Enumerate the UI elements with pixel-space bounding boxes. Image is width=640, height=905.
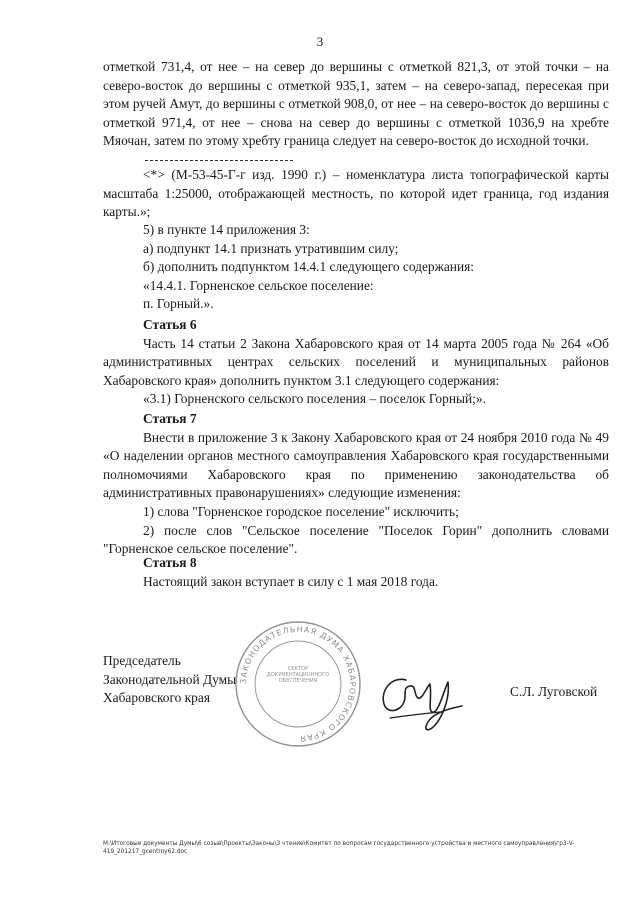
signatory-title-line: Законодательной Думы bbox=[103, 671, 237, 687]
footnote-separator bbox=[145, 160, 293, 161]
article-7 bbox=[103, 410, 609, 559]
article-quote: «3.1) Горненского сельского поселения – поселок Горный;». bbox=[143, 391, 486, 407]
list-item: «14.4.1. Горненское сельское поселение: bbox=[143, 277, 374, 293]
footnote-text: <*> (М-53-45-Г-г изд. 1990 г.) – номенклатура листа топографической карты масштаба 1:25000, отображающей местность, по которой идет граница, год издания карты.»; bbox=[103, 167, 609, 220]
article-6 bbox=[103, 316, 609, 409]
article-item: 1) слова "Горненское городское поселение" исключить; bbox=[143, 503, 459, 519]
list-item: п. Горный.». bbox=[143, 296, 214, 312]
article-heading: Статья 8 bbox=[143, 555, 197, 570]
list-item: а) подпункт 14.1 признать утратившим силу; bbox=[143, 240, 399, 256]
article-heading: Статья 6 bbox=[143, 317, 197, 332]
top-paragraph: отметкой 731,4, от нее – на север до вершины с отметкой 821,3, от этой точки – на северо-восток до вершины с отметкой 935,1, затем – на северо-запад, пересекая при этом ручей Амут, до вершины с отметкой 908,0, от нее – на северо-восток до вершины с отметкой 971,4, от нее – снова на север до вершины с отметкой 1036,9 на хребте Мяочан, затем по этому хребту граница следует на северо-восток до исходной точки. bbox=[103, 59, 609, 149]
stamp-ring-text: ЗАКОНОДАТЕЛЬНАЯ ДУМА ХАБАРОВСКОГО КРАЯ bbox=[238, 624, 358, 744]
article-text: Внести в приложение 3 к Закону Хабаровского края от 24 ноября 2010 года № 49 «О наделении органов местного самоуправления Хабаровского края государственными полномочиями Хабаровского края по применению законодательства об административных правонарушениях» следующие изменения: bbox=[103, 429, 609, 501]
article-heading: Статья 7 bbox=[143, 411, 197, 426]
stamp-center-text: СЕКТОР ДОКУМЕНТАЦИОННОГО ОБЕСПЕЧЕНИЯ bbox=[266, 666, 330, 684]
page-number: 3 bbox=[316, 34, 324, 49]
article-text: Часть 14 статьи 2 Закона Хабаровского края от 14 марта 2005 года № 264 «Об административных центрах сельских поселений и муниципальных районов Хабаровского края» дополнить пунктом 3.1 следующего содержания: bbox=[103, 335, 609, 388]
list-item: б) дополнить подпунктом 14.4.1 следующего содержания: bbox=[143, 259, 475, 275]
list-item: 5) в пункте 14 приложения 3: bbox=[143, 222, 310, 237]
signatory-title bbox=[103, 652, 236, 708]
article-text: Настоящий закон вступает в силу с 1 мая 2018 года. bbox=[143, 573, 439, 589]
handwritten-signature bbox=[370, 666, 470, 743]
article-8 bbox=[103, 554, 609, 591]
article-item: 2) после слов "Сельское поселение "Поселок Горин" дополнить словами "Горненское сельское поселение". bbox=[103, 522, 609, 557]
signatory-title-line: Председатель bbox=[103, 653, 181, 668]
amendment-items bbox=[103, 221, 609, 314]
file-path-footer: M:\Итоговые документы Думы\6 созыв\Проекты\Законы\3 чтение\Комитет по вопросам государственного устройства и местного самоуправления\гр3-V-419_201217_gcentroy62.doc bbox=[103, 841, 575, 855]
official-stamp bbox=[232, 618, 364, 755]
signatory-name: С.Л. Луговской bbox=[510, 684, 598, 699]
signatory-title-line: Хабаровского края bbox=[103, 690, 210, 706]
